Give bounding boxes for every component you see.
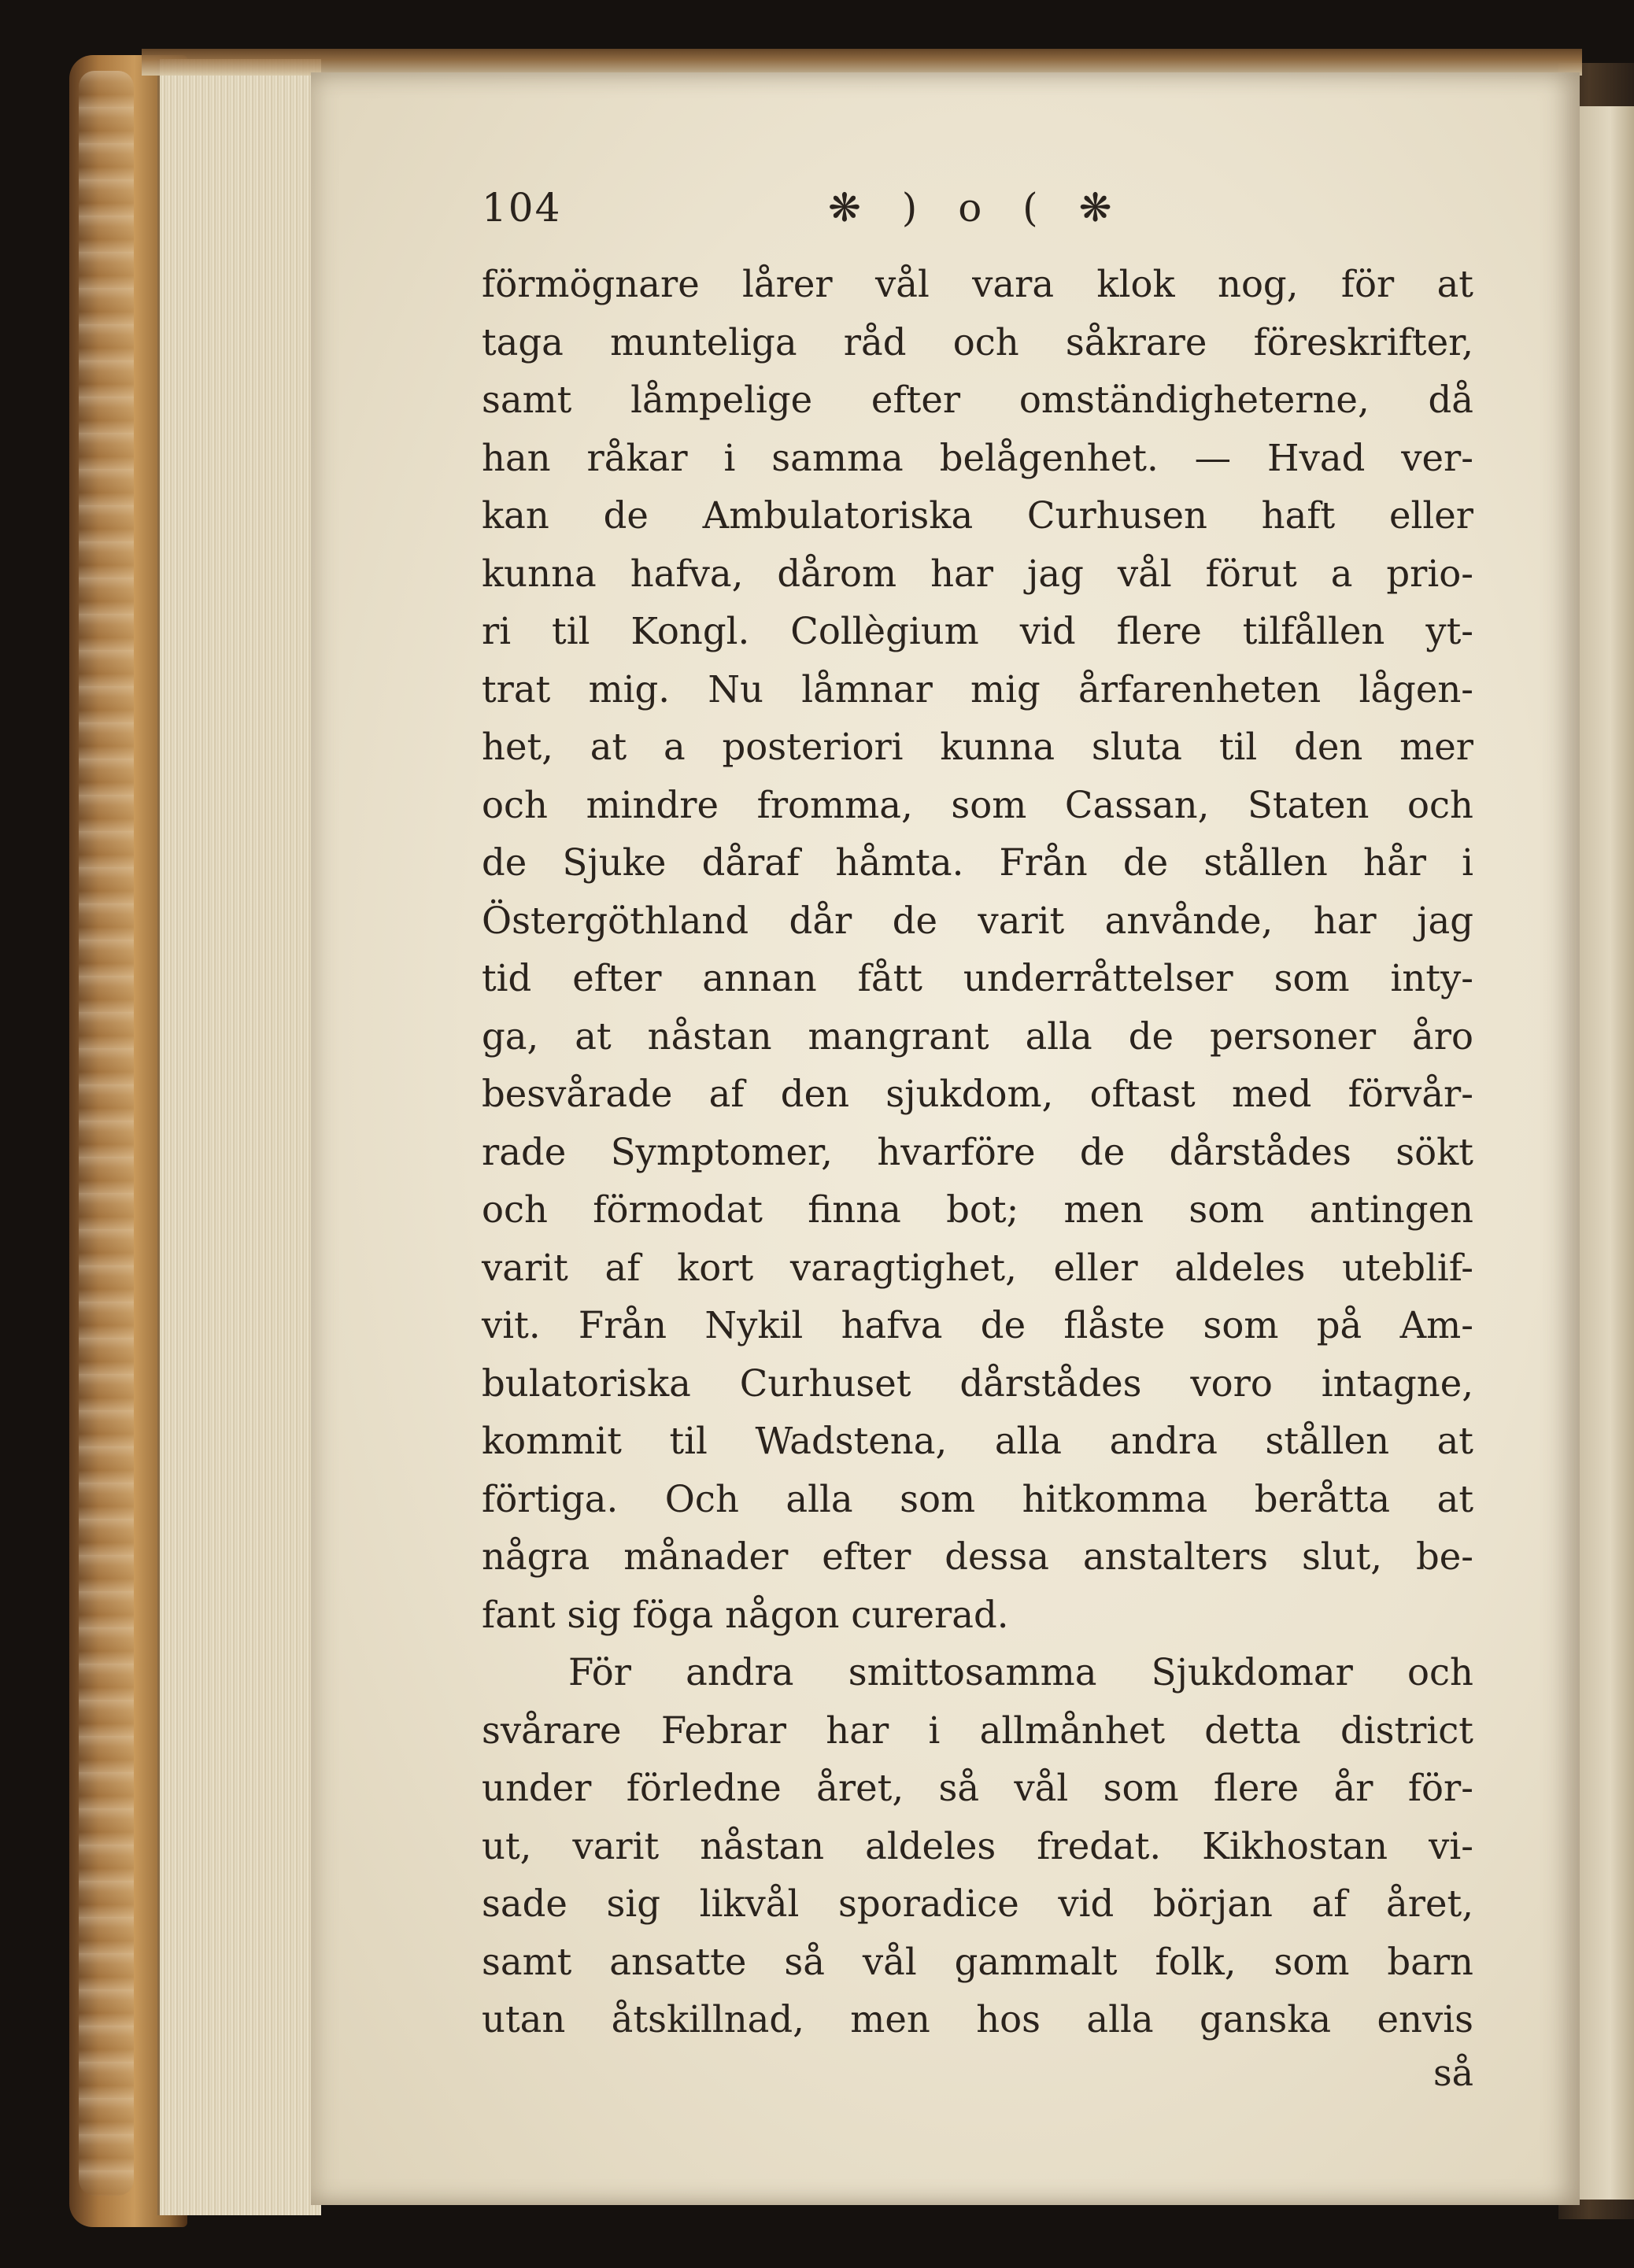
text-line: varit af kort varagtighet, eller aldeles uteblif- — [482, 1246, 1473, 1289]
binding-wear-texture — [79, 71, 134, 2196]
text-line: fant sig föga någon curerad. — [482, 1593, 1009, 1636]
text-line: besvårade af den sjukdom, oftast med förvår- — [482, 1073, 1473, 1115]
catchword: så — [1433, 2051, 1473, 2094]
text-line: svårare Febrar har i allmånhet detta district — [482, 1708, 1473, 1752]
text-line: och mindre fromma, som Cassan, Staten och — [482, 783, 1473, 826]
text-line: rade Symptomer, hvarföre de dårstådes sökt — [482, 1130, 1473, 1173]
text-line: kommit til Wadstena, alla andra stållen at — [482, 1420, 1473, 1462]
text-line: ga, at nåstan mangrant alla de personer åro — [482, 1014, 1473, 1058]
text-line: några månader efter dessa anstalters slut, be- — [482, 1535, 1473, 1578]
text-line: utan åtskillnad, men hos alla ganska envis — [482, 1998, 1473, 2041]
text-line: bulatoriska Curhuset dårstådes voro intagne, — [482, 1361, 1473, 1405]
paragraph-1 — [482, 256, 1473, 1644]
text-line: sade sig likvål sporadice vid början af året, — [482, 1882, 1473, 1925]
text-line: ri til Kongl. Collègium vid flere tilfållen yt- — [482, 610, 1473, 652]
text-line: Östergöthland dår de varit anvånde, har jag — [482, 899, 1473, 942]
page-text-block — [482, 185, 1473, 2096]
header-ornament: ❋ ) o ( ❋ — [828, 185, 1126, 231]
text-line: kunna hafva, dårom har jag vål förut a prio- — [482, 552, 1473, 595]
text-line: samt ansatte så vål gammalt folk, som barn — [482, 1940, 1473, 1983]
text-line: ut, varit nåstan aldeles fredat. Kikhostan vi- — [482, 1824, 1473, 1867]
paragraph-2 — [482, 1644, 1473, 2049]
text-line: han råkar i samma belågenhet. — Hvad ver- — [482, 436, 1473, 479]
text-line: För andra smittosamma Sjukdomar och — [568, 1651, 1473, 1694]
text-line: tid efter annan fått underråttelser som inty- — [482, 957, 1473, 999]
text-line: kan de Ambulatoriska Curhusen haft eller — [482, 494, 1473, 537]
text-line: förtiga. Och alla som hitkomma beråtta at — [482, 1477, 1473, 1520]
text-line: trat mig. Nu låmnar mig årfarenheten lågen- — [482, 667, 1473, 711]
running-header — [482, 185, 1473, 256]
text-line: het, at a posteriori kunna sluta til den mer — [482, 726, 1473, 768]
top-page-edge — [142, 49, 1582, 76]
text-line: och förmodat finna bot; men som antingen — [482, 1188, 1473, 1231]
text-line: taga munteliga råd och såkrare föreskrifter, — [482, 320, 1473, 364]
text-line: de Sjuke dåraf håmta. Från de stållen hår i — [482, 841, 1473, 884]
text-line: förmögnare lårer vål vara klok nog, för at — [482, 263, 1473, 305]
text-line: vit. Från Nykil hafva de flåste som på Am- — [482, 1304, 1473, 1346]
page-edges-stack — [157, 59, 321, 2215]
text-line: samt låmpelige efter omständigheterne, då — [482, 379, 1473, 421]
text-line: under förledne året, så vål som flere år för- — [482, 1767, 1473, 1809]
facing-page-edge — [1574, 106, 1634, 2200]
page-number: 104 — [482, 185, 562, 231]
